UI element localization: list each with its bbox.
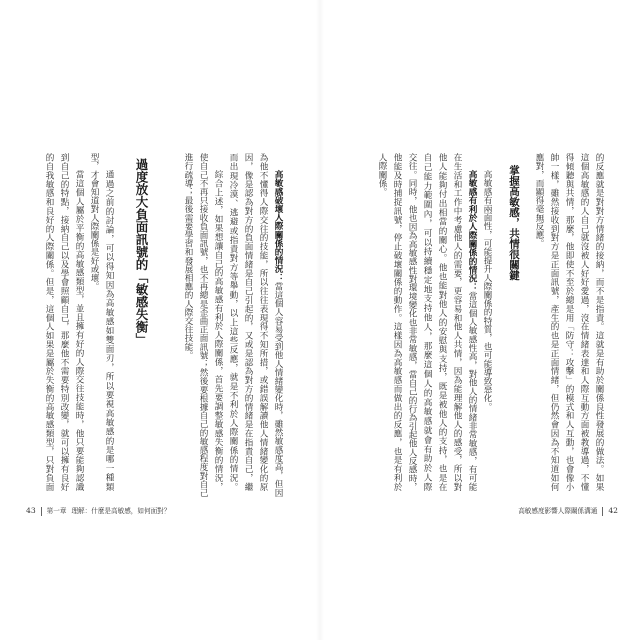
text-column: 當這個人屬於平衡的高敏感類型，並且擁有好的人際交往技能時，他只要能夠認識 — [74, 170, 84, 491]
text-column: 型，才會知道對人際關係是好或壞。 — [89, 153, 99, 291]
running-head: 高敏感度影響人際關係溝通 — [518, 507, 598, 515]
text-column: 應對，而顯得毫無反應。 — [534, 153, 544, 248]
bold-lead-label: 高敏感破壞人際關係的情況： — [273, 170, 283, 282]
page-number: 42 — [608, 506, 618, 515]
left-page-footer — [26, 506, 170, 516]
text-column — [464, 153, 479, 491]
text-column: 到自己的特點，接納自己以及學會照顧自己，那麼他不需要特別改變，就可以擁有良好 — [59, 153, 69, 491]
right-page-text — [374, 153, 606, 491]
page-number: 43 — [26, 506, 36, 515]
text-column: 人際關係。 — [377, 153, 387, 196]
section-heading: 過度放大負面訊號的「敏感失衡」 — [134, 158, 149, 346]
right-page-footer — [518, 506, 618, 516]
text-column: 的反應就是對對方情緒的接納，而不是指責。這就是有助於關係良性發展的做法。如果 — [594, 153, 604, 491]
text-column: 通過之前的討論，可以得知因為高敏感如雙面刃，所以要視高敏感的是哪一種類 — [104, 170, 114, 491]
lead-text: 當這個人敏感性高，對他人的情緒非常敏感，有可能 — [467, 291, 477, 491]
text-column: 使自己不再只接收負面訊號，也不再總是歪曲正面訊號；然後要根據自己的敏感程度對自己 — [198, 153, 208, 497]
text-column: 交往。同時，他也因為高敏感性對環境變化也非常敏感，當自己的行為引起他人反感時， — [407, 153, 417, 491]
text-column: 他人能夠付出相當的關心。他也能對他人的安慰與支持，既是被他人的支持，也是在 — [437, 153, 447, 491]
text-column: 的自我敏感和良好的人際關係。但是，這個人如果是屬於失衡的高敏感類型，只對負面 — [44, 153, 54, 491]
text-column: 因，像是認為對方的負面情緒是自己引起的，又或是認為對方的情緒是在指責自己，繼 — [243, 153, 253, 491]
text-column: 自己能力範圍內，可以持續穩定地支持他人，那麼這個人的高敏感就會有助於人際 — [422, 153, 432, 491]
bold-lead-label: 高敏感有利於人際關係的情況： — [467, 170, 477, 292]
text-column: 他能及時捕捉訊號，停止破壞關係的動作。這樣因為高敏感而做出的反應，也是有利於 — [392, 153, 402, 491]
left-page-text — [41, 153, 285, 497]
text-column: 得傾聽與共情，那麼，他即使不至於總是用「防守：攻擊」的模式和人互動，也會像小 — [564, 153, 574, 491]
footer-divider — [41, 507, 42, 516]
text-column: 帥一樣，雖然接收到對方是正面訊號，產生的也是正面情緒，但仍然會因為不知道如何 — [549, 153, 559, 491]
text-column: 高敏感有兩面性，可能提升人際關係的特質，也可能導致惡化。 — [482, 170, 492, 411]
text-column — [270, 153, 285, 497]
text-column: 進行疏導；最後需要學習和發展相應的人際交往技能。 — [183, 153, 193, 360]
text-column: 綜合上述，如果想讓自己的高敏感有利於人際關係，首先要調整敏感失衡的情況， — [213, 170, 223, 491]
footer-divider — [602, 507, 603, 516]
text-column: 而出現冷漠、逃避或指責對方等舉動，以上這些反應，就是不利於人際關係的情況。 — [228, 153, 238, 491]
section-heading: 掌握高敏感，共情很關鍵 — [508, 165, 520, 281]
text-column: 這個高敏感的人自己就沒被人好好愛過，沒在情緒表達和人際互動方面被教導過，不懂 — [579, 153, 589, 491]
text-column: 為他不懂得人際交往的技能，所以往往表現得不知所措，或錯誤解讀他人情緒變化的原 — [258, 153, 268, 491]
right-page — [320, 0, 640, 640]
chapter-title: 理解：什麼是高敏感，如何面對？ — [71, 507, 171, 515]
lead-text: 當這個人容易受到他人情緒變化時，雖然敏感度高，但因 — [273, 282, 283, 497]
text-column: 在生活和工作中考慮他人的需要，更容易和他人共情，因為能理解他人的感受，所以對 — [452, 153, 462, 491]
chapter-label: 第一章 — [46, 507, 67, 515]
